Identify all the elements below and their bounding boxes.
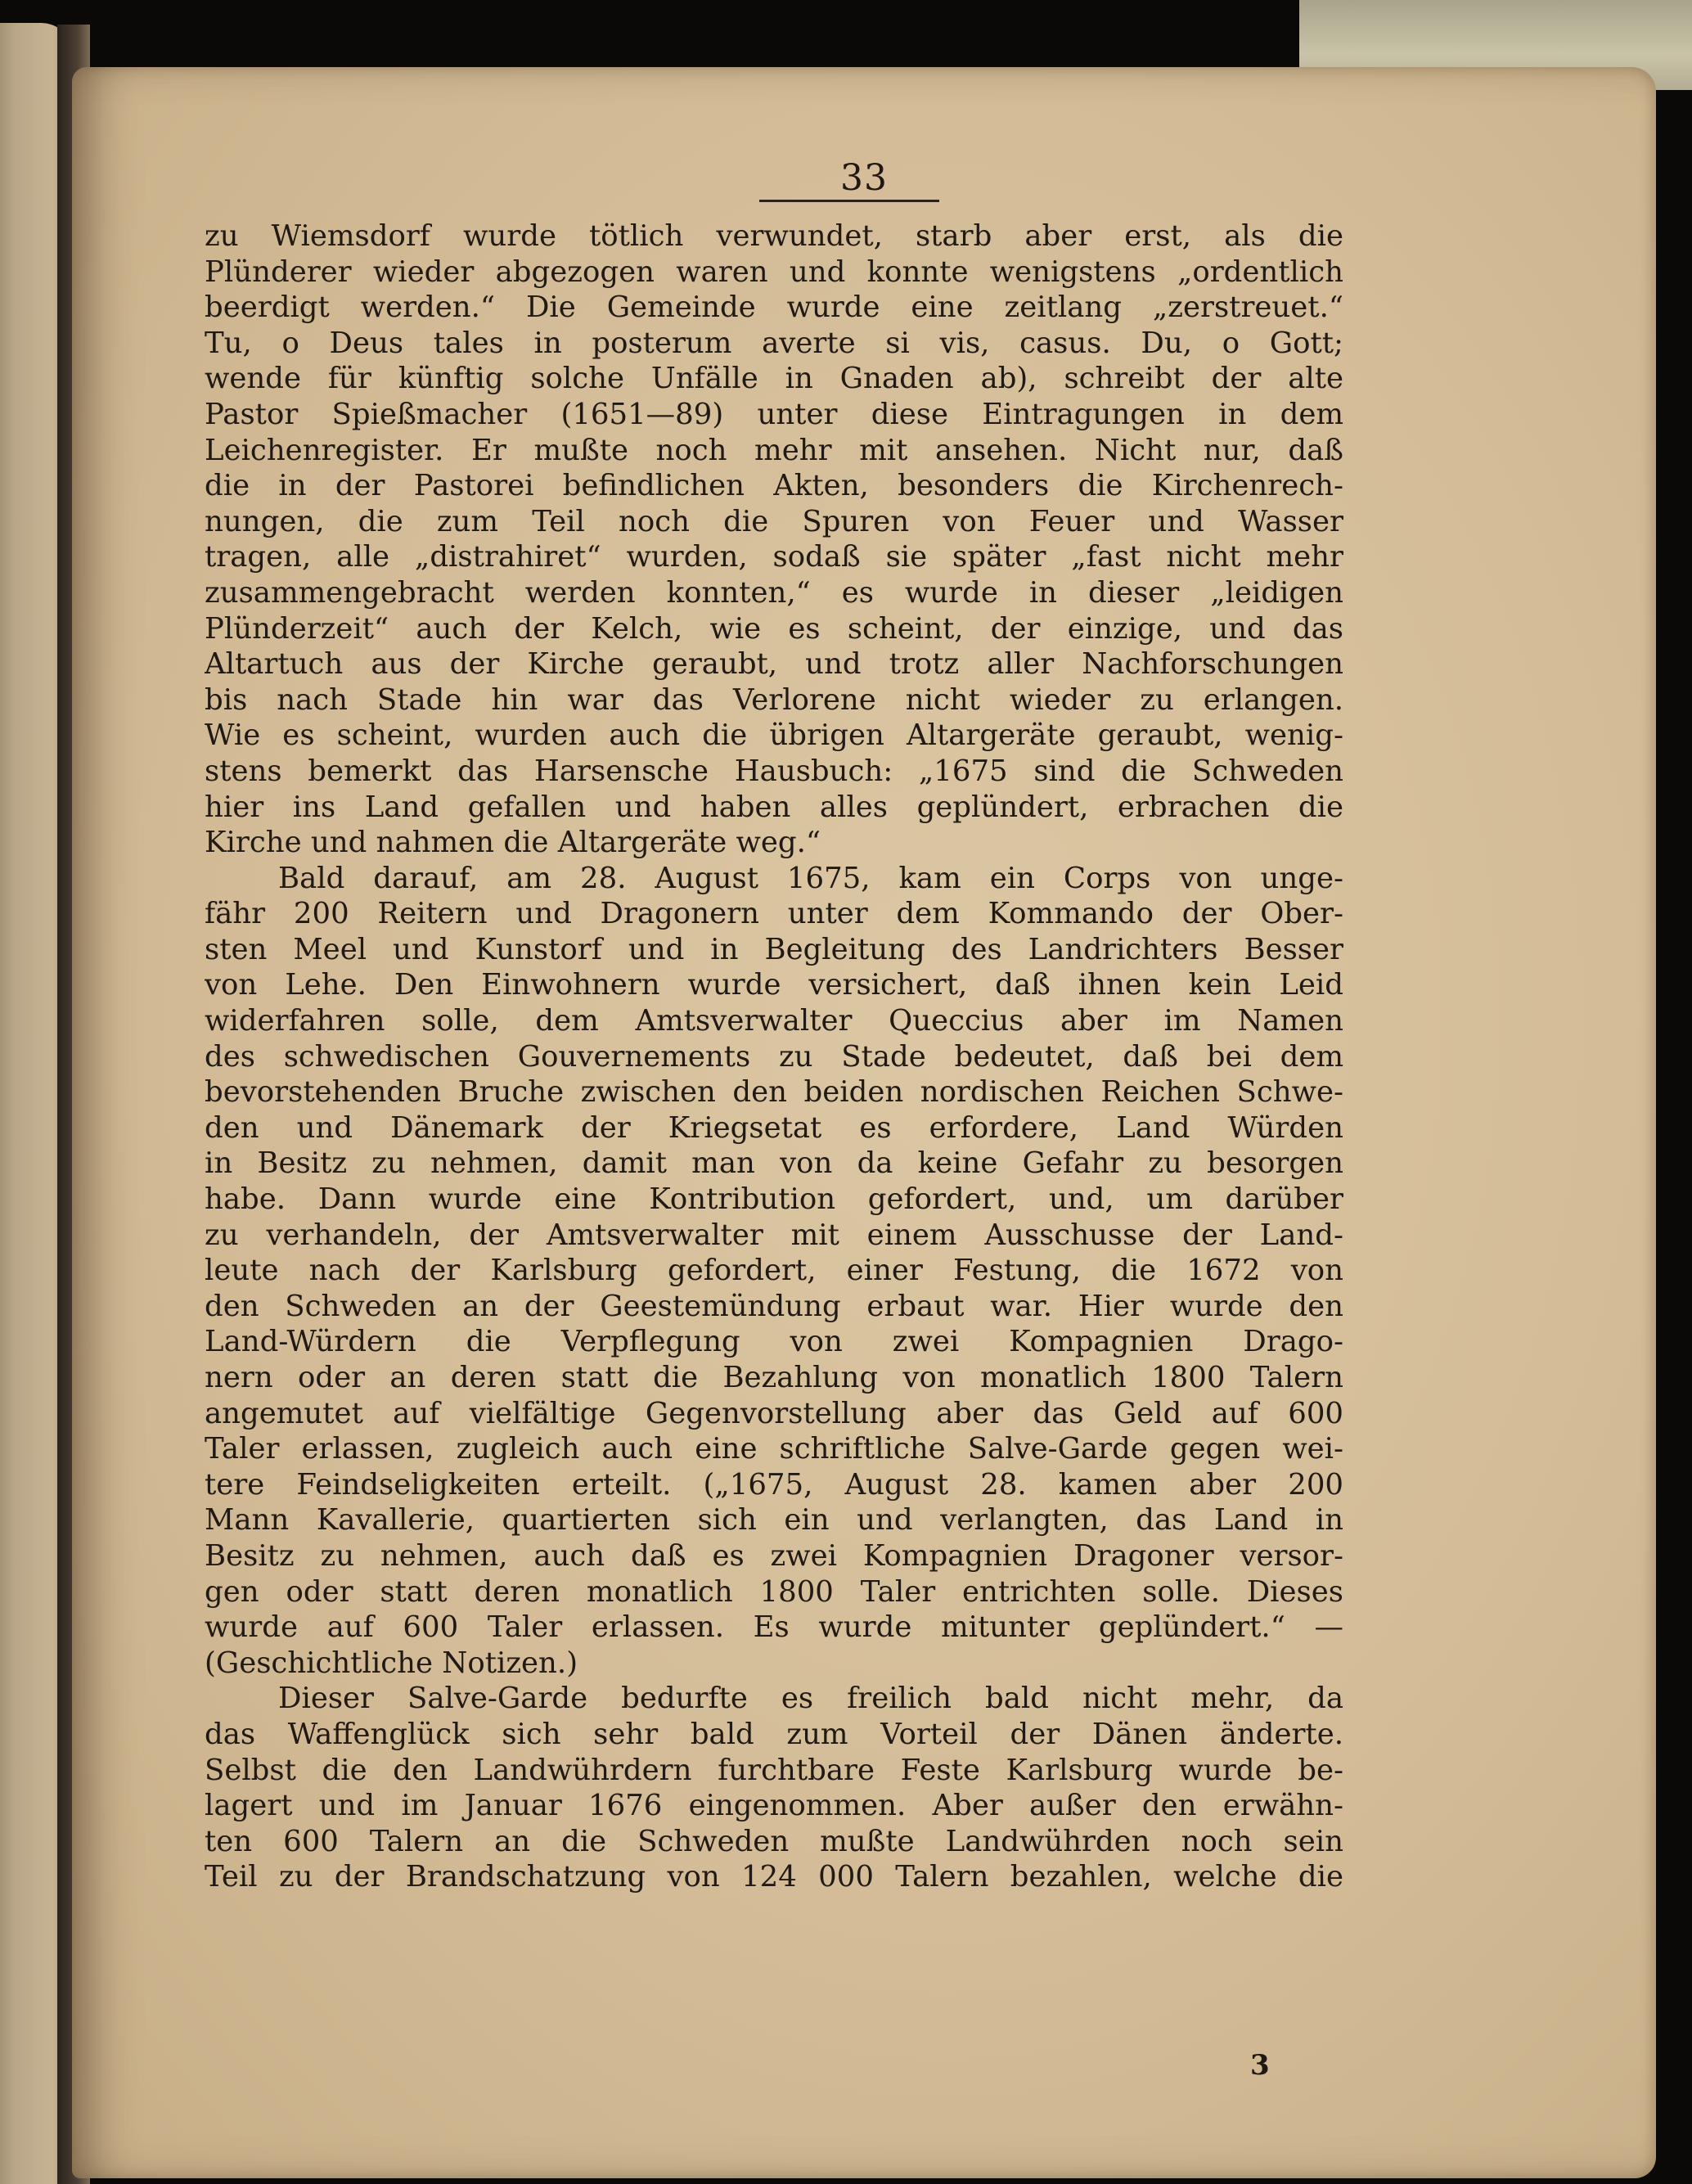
text-line: zu Wiemsdorf wurde tötlich verwundet, starb aber erst, als die [205, 219, 1343, 253]
text-line: Plünderzeit“ auch der Kelch, wie es scheint, der einzige, und das [205, 611, 1343, 646]
text-line: wende für künftig solche Unfälle in Gnaden ab), schreibt der alte [205, 362, 1343, 396]
printer-signature-mark: 3 [1250, 2049, 1270, 2082]
text-line: Mann Kavallerie, quartierten sich ein und verlangten, das Land in [205, 1503, 1343, 1538]
text-line: Land-Würdern die Verpflegung von zwei Kompagnien Drago- [205, 1325, 1343, 1359]
text-line: sten Meel und Kunstorf und in Begleitung des Landrichters Besser [205, 932, 1343, 966]
header-rule [759, 200, 939, 202]
text-line: nern oder an deren statt die Bezahlung von monatlich 1800 Talern [205, 1361, 1343, 1394]
text-line: Besitz zu nehmen, auch daß es zwei Kompagnien Dragoner versor- [205, 1538, 1343, 1573]
text-line: zu verhandeln, der Amtsverwalter mit einem Ausschusse der Land- [205, 1218, 1343, 1252]
text-line: widerfahren solle, dem Amtsverwalter Queccius aber im Namen [205, 1004, 1343, 1038]
text-line: (Geschichtliche Notizen.) [205, 1646, 578, 1680]
text-line: Dieser Salve-Garde bedurfte es freilich bald nicht mehr, da [278, 1682, 1343, 1716]
text-line: Altartuch aus der Kirche geraubt, und trotz aller Nachforschungen [205, 647, 1343, 682]
text-line: nungen, die zum Teil noch die Spuren von Feuer und Wasser [205, 504, 1343, 538]
text-line: wurde auf 600 Taler erlassen. Es wurde mitunter geplündert.“ — [205, 1610, 1343, 1645]
text-line: Tu, o Deus tales in posterum averte si vis, casus. Du, o Gott; [205, 326, 1343, 360]
text-line: das Waffenglück sich sehr bald zum Vorteil der Dänen änderte. [205, 1717, 1343, 1751]
text-line: Kirche und nahmen die Altargeräte weg.“ [205, 826, 821, 860]
text-line: Pastor Spießmacher (1651—89) unter diese Eintragungen in dem [205, 397, 1343, 431]
text-line: tere Feindseligkeiten erteilt. („1675, August 28. kamen aber 200 [205, 1467, 1343, 1502]
text-line: bis nach Stade hin war das Verlorene nicht wieder zu erlangen. [205, 682, 1343, 717]
text-line: die in der Pastorei befindlichen Akten, besonders die Kirchenrech- [205, 469, 1343, 503]
text-line: habe. Dann wurde eine Kontribution gefordert, und, um darüber [205, 1182, 1343, 1217]
text-line: von Lehe. Den Einwohnern wurde versichert, daß ihnen kein Leid [205, 968, 1343, 1002]
text-line: Teil zu der Brandschatzung von 124 000 Talern bezahlen, welche die [205, 1860, 1343, 1894]
text-line: fähr 200 Reitern und Dragonern unter dem Kommando der Ober- [205, 897, 1343, 931]
text-line: tragen, alle „distrahiret“ wurden, sodaß sie später „fast nicht mehr [205, 540, 1343, 574]
text-line: hier ins Land gefallen und haben alles geplündert, erbrachen die [205, 790, 1343, 824]
book-page [72, 67, 1656, 2178]
body-text [205, 218, 1343, 1895]
text-line: Bald darauf, am 28. August 1675, kam ein Corps von unge- [278, 861, 1343, 895]
text-line: Wie es scheint, wurden auch die übrigen Altargeräte geraubt, wenig- [205, 718, 1343, 753]
text-line: den und Dänemark der Kriegsetat es erfordere, Land Würden [205, 1110, 1343, 1145]
text-line: lagert und im Januar 1676 eingenommen. Aber außer den erwähn- [205, 1789, 1343, 1823]
text-line: angemutet auf vielfältige Gegenvorstellung aber das Geld auf 600 [205, 1396, 1343, 1430]
text-line: beerdigt werden.“ Die Gemeinde wurde eine zeitlang „zerstreuet.“ [205, 290, 1343, 325]
text-line: Selbst die den Landwührdern furchtbare Feste Karlsburg wurde be- [205, 1753, 1343, 1787]
page-number: 33 [840, 157, 888, 199]
text-line: leute nach der Karlsburg gefordert, einer Festung, die 1672 von [205, 1254, 1343, 1288]
text-line: des schwedischen Gouvernements zu Stade bedeutet, daß bei dem [205, 1039, 1343, 1074]
text-line: Plünderer wieder abgezogen waren und konnte wenigstens „ordentlich [205, 254, 1343, 289]
text-line: in Besitz zu nehmen, damit man von da keine Gefahr zu besorgen [205, 1146, 1343, 1181]
text-line: Taler erlassen, zugleich auch eine schriftliche Salve-Garde gegen wei- [205, 1432, 1343, 1466]
text-line: ten 600 Talern an die Schweden mußte Landwührden noch sein [205, 1824, 1343, 1858]
text-line: Leichenregister. Er mußte noch mehr mit ansehen. Nicht nur, daß [205, 433, 1343, 467]
text-line: gen oder statt deren monatlich 1800 Taler entrichten solle. Dieses [205, 1574, 1343, 1609]
text-line: zusammengebracht werden konnten,“ es wurde in dieser „leidigen [205, 575, 1343, 610]
text-line: stens bemerkt das Harsensche Hausbuch: „1675 sind die Schweden [205, 754, 1343, 788]
text-line: bevorstehenden Bruche zwischen den beiden nordischen Reichen Schwe- [205, 1075, 1343, 1110]
text-line: den Schweden an der Geestemündung erbaut war. Hier wurde den [205, 1289, 1343, 1323]
